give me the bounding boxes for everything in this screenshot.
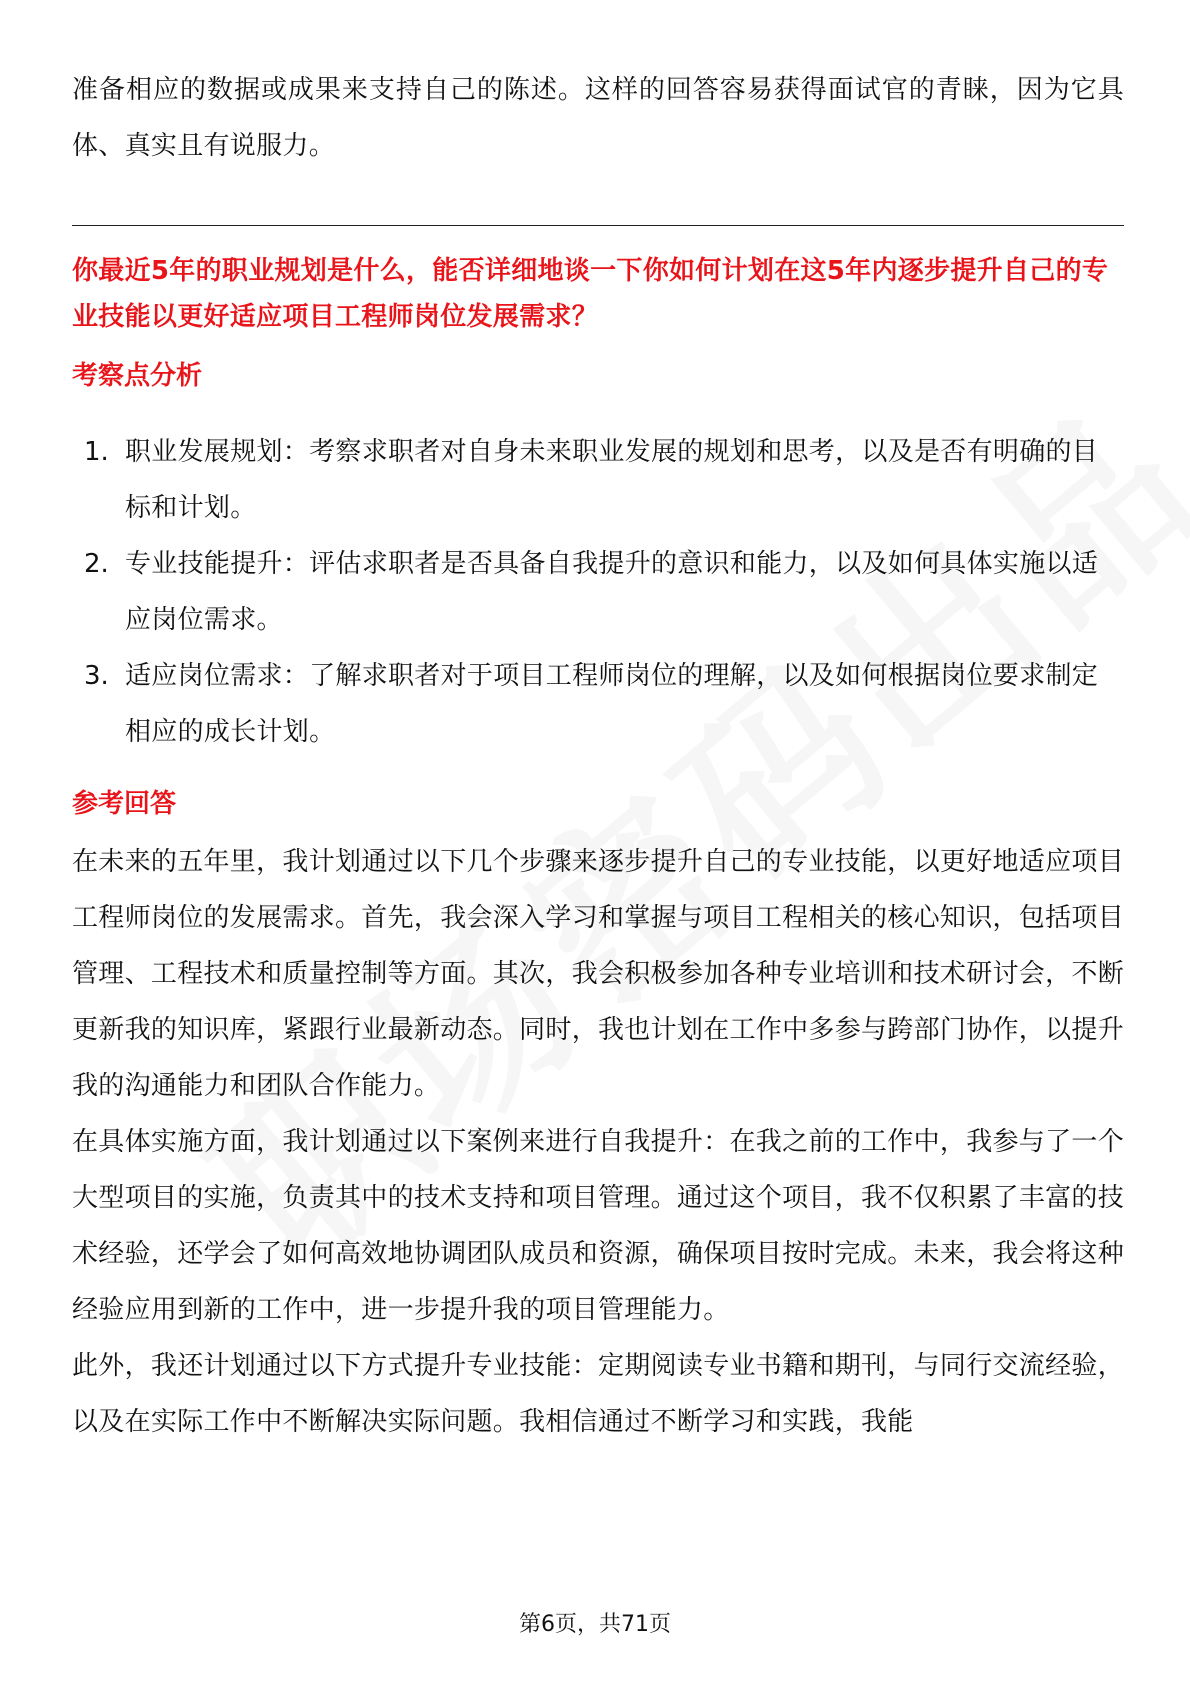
list-item bbox=[72, 536, 1124, 648]
list-item-number: 1. bbox=[84, 437, 109, 467]
list-item bbox=[72, 424, 1124, 536]
list-item-text: 职业发展规划：考察求职者对自身未来职业发展的规划和思考，以及是否有明确的目标和计划。 bbox=[125, 437, 1099, 523]
answer-heading: 参考回答 bbox=[72, 789, 177, 819]
list-item bbox=[72, 648, 1124, 760]
section-divider bbox=[72, 225, 1124, 226]
page-number: 第6页，共71页 bbox=[519, 1612, 671, 1637]
list-item-number: 3. bbox=[84, 661, 109, 691]
page-content bbox=[72, 62, 1124, 1450]
analysis-heading: 考察点分析 bbox=[72, 361, 203, 391]
answer-paragraph: 此外，我还计划通过以下方式提升专业技能：定期阅读专业书籍和期刊，与同行交流经验，以及在实际工作中不断解决实际问题。我相信通过不断学习和实践，我能 bbox=[72, 1351, 1125, 1437]
list-item-number: 2. bbox=[84, 549, 109, 579]
answer-paragraph: 在具体实施方面，我计划通过以下案例来进行自我提升：在我之前的工作中，我参与了一个大型项目的实施，负责其中的技术支持和项目管理。通过这个项目，我不仅积累了丰富的技术经验，还学会了如何高效地协调团队成员和资源，确保项目按时完成。未来，我会将这种经验应用到新的工作中，进一步提升我的项目管理能力。 bbox=[72, 1127, 1125, 1325]
list-item-text: 适应岗位需求：了解求职者对于项目工程师岗位的理解，以及如何根据岗位要求制定相应的成长计划。 bbox=[125, 661, 1099, 747]
answer-paragraph: 在未来的五年里，我计划通过以下几个步骤来逐步提升自己的专业技能，以更好地适应项目工程师岗位的发展需求。首先，我会深入学习和掌握与项目工程相关的核心知识，包括项目管理、工程技术和质量控制等方面。其次，我会积极参加各种专业培训和技术研讨会，不断更新我的知识库，紧跟行业最新动态。同时，我也计划在工作中多参与跨部门协作，以提升我的沟通能力和团队合作能力。 bbox=[72, 847, 1125, 1101]
intro-paragraph: 准备相应的数据或成果来支持自己的陈述。这样的回答容易获得面试官的青睐，因为它具体、真实且有说服力。 bbox=[72, 75, 1124, 161]
analysis-list bbox=[72, 424, 1124, 760]
question-title: 你最近5年的职业规划是什么，能否详细地谈一下你如何计划在这5年内逐步提升自己的专业技能以更好适应项目工程师岗位发展需求？ bbox=[72, 256, 1109, 332]
list-item-text: 专业技能提升：评估求职者是否具备自我提升的意识和能力，以及如何具体实施以适应岗位需求。 bbox=[125, 549, 1099, 635]
